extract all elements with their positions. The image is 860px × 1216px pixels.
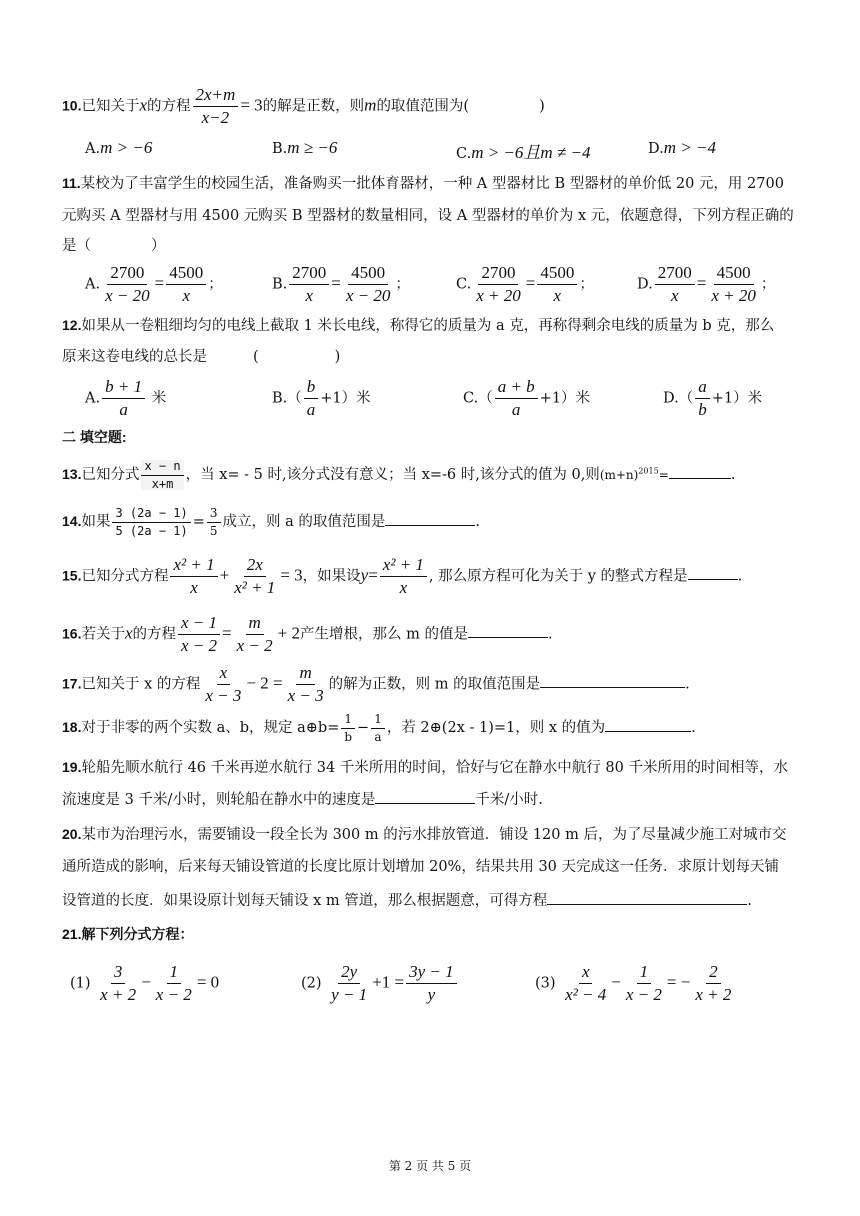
question-20-line3: 设管道的长度．如果设原计划每天铺设 x m 管道，那么根据题意，可得方程 .: [62, 893, 752, 909]
question-11-line2: 元购买 A 型器材与用 4500 元购买 B 型器材的数量相同，设 A 型器材的单价为 x 元，依题意得，下列方程正确的: [62, 208, 794, 224]
q21-equation-3: (3) $\frac{x}{\text{x² − 4}}$ − $\frac{1}{x - 2}$ = − $\frac{2}{x + 2}$: [535, 962, 732, 1004]
question-19-line1: 19.轮船先顺水航行 46 千米再逆水航行 34 千米所用的时间，恰好与它在静水中航行 80 千米所用的时间相等，水: [62, 759, 788, 776]
q11-option-a: A. $\frac{2700}{x - 20}$ = $\frac{4500}{x}$ ；: [85, 263, 223, 305]
answer-blank: [547, 892, 747, 905]
question-13: 13.已知分式 $\frac{x - n}{x+m}$ ，当 x= - 5 时,该分式没有意义；当 x=-6 时,该分式的值为 0,则$(m+n)^{2015}=$ .: [62, 459, 736, 491]
q10-option-c: C.m > −6且m ≠ −4: [456, 143, 591, 162]
question-19-line2: 流速度是 3 千米/小时，则轮船在静水中的速度是 千米/小时.: [62, 792, 543, 808]
question-12-line2: 原来这卷电线的总长是 ( ): [62, 349, 341, 365]
question-20-line1: 20.某市为治理污水，需要铺设一段全长为 300 m 的污水排放管道．铺设 120 m 后，为了尽量减少施工对城市交: [62, 826, 787, 843]
q12-option-c: C.（ $\frac{a + b}{a}$ +1）米: [463, 377, 591, 419]
answer-blank: [605, 719, 691, 732]
answer-blank: [468, 625, 548, 638]
q10-text-c: 的解是正数，则: [262, 98, 365, 115]
question-12-line1: 12.如果从一卷粗细均匀的电线上截取 1 米长电线，称得它的质量为 a 克，再称得剩余电线的质量为 b 克，那么: [62, 317, 775, 334]
answer-blank: [375, 791, 475, 804]
q10-option-b: B.m ≥ −6: [272, 138, 338, 157]
question-17: 17.已知关于 x 的方程 $\frac{x}{x - 3}$ − 2 = $\frac{m}{x - 3}$ 的解为正数，则 m 的取值范围是 .: [62, 663, 690, 705]
question-15: 15.已知分式方程 $\frac{\text{x² + 1}}{x}$ + $\frac{2x}{\text{x² + 1}}$ = 3，如果设y= $\frac{\text{x² + 1}}{x}$ , 那么原方程可化为关于 y 的整式方程是 .: [62, 555, 743, 597]
question-20-line2: 通所造成的影响，后来每天铺设管道的长度比原计划增加 20%，结果共用 30 天完成这一任务．求原计划每天铺: [62, 859, 780, 875]
q12-option-b: B.（ $\frac{b}{a}$ +1）米: [272, 377, 371, 419]
q10-var-x: x: [139, 95, 148, 115]
q10-option-d: D.m > −4: [648, 138, 716, 157]
q12-option-a: A. $\frac{b + 1}{a}$ 米: [85, 377, 167, 419]
q10-fraction: $\frac{2x+m}{x-2}$: [193, 86, 239, 127]
page-footer: 第 2 页 共 5 页: [388, 1159, 472, 1173]
question-14: 14.如果 $\frac{3 (2a - 1)}{5 (2a - 1)}$ = $\frac{3}{5}$ 成立，则 a 的取值范围是 .: [62, 506, 480, 538]
question-16: 16.若关于x的方程 $\frac{x - 1}{x - 2}$ = $\frac{m}{x - 2}$ + 2产生增根，那么 m 的值是 .: [62, 613, 553, 655]
answer-blank: [385, 513, 475, 526]
q21-equation-2: (2) $\frac{2y}{y - 1}$ +1 = $\frac{3y - 1}{y}$: [301, 963, 459, 1004]
question-11-line1: 11.某校为了丰富学生的校园生活，准备购买一批体育器材，一种 A 型器材比 B 型器材的单价低 20 元，用 2700: [62, 175, 784, 192]
q11-option-d: D. $\frac{2700}{x}$ = $\frac{4500}{x + 20}$ ；: [637, 263, 776, 305]
q10-text-a: 已知关于: [81, 98, 140, 115]
section-heading: 二 填空题:: [62, 429, 127, 445]
q11-option-c: C. $\frac{2700}{x + 20}$ = $\frac{4500}{x}$ ；: [456, 263, 594, 305]
answer-blank: [669, 466, 731, 479]
q21-equation-1: (1) $\frac{3}{x + 2}$ − $\frac{1}{x - 2}$ = 0: [70, 962, 220, 1004]
q12-option-d: D.（ $\frac{a}{b}$ +1）米: [663, 377, 763, 419]
question-18: 18.对于非零的两个实数 a、b，规定 a⊕b= $\frac{1}{b}$ − $\frac{1}{a}$ ，若 2⊕(2x - 1)=1，则 x 的值为 .: [62, 712, 696, 744]
question-11-line3: 是（ ）: [62, 238, 166, 254]
question-10: 10.已知关于x的方程 $\frac{2x+m}{x-2}$ = 3的解是正数，则m的取值范围为( ): [62, 85, 545, 127]
answer-blank: [540, 675, 685, 688]
q10-text-b: 的方程: [147, 98, 191, 115]
question-number: 10.: [62, 97, 82, 114]
answer-blank: [688, 567, 738, 580]
q11-option-b: B. $\frac{2700}{x}$ = $\frac{4500}{x - 20}$ ；: [272, 263, 410, 305]
question-21: 21.解下列分式方程：: [62, 926, 194, 942]
q10-option-a: A.m > −6: [85, 138, 153, 157]
answer-blank: [469, 98, 539, 110]
